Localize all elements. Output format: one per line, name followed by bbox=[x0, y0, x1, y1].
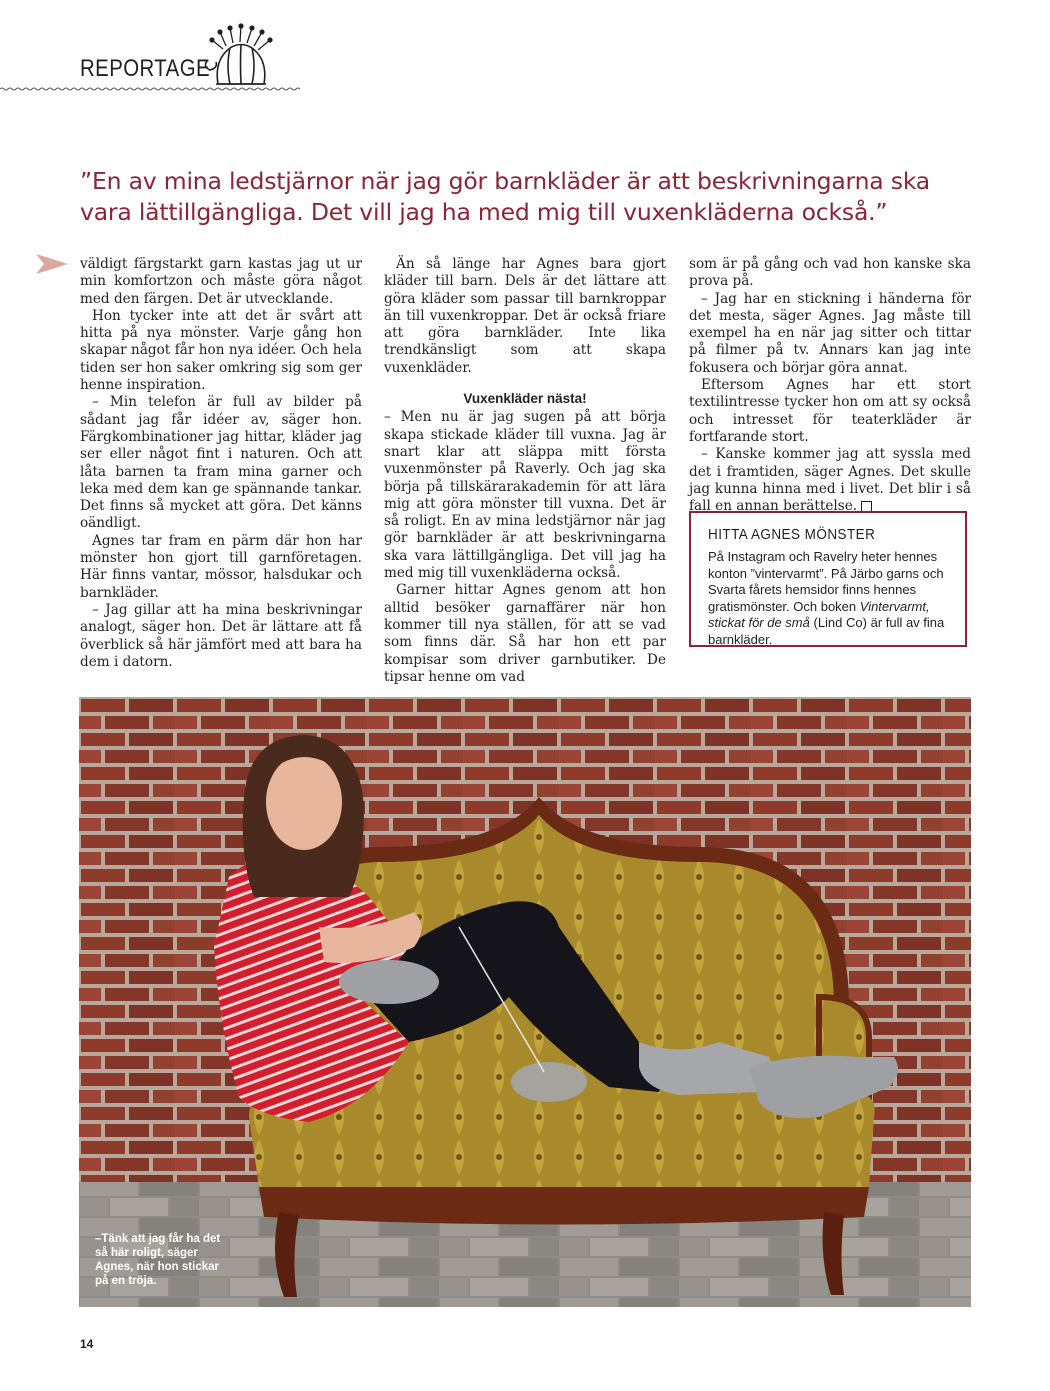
paragraph bbox=[689, 446, 971, 515]
paragraph: Agnes tar fram en pärm där hon har mönster hon gjort till garnföretagen. Här finns vantar, mössor, halsdukar och barnkläder. bbox=[80, 532, 362, 601]
article-column-2 bbox=[384, 256, 666, 686]
paragraph: som är på gång och vad hon kanske ska prova på. bbox=[689, 256, 971, 290]
subheading: Vuxenkläder nästa! bbox=[463, 391, 587, 407]
info-box-text: På Instagram och Ravelry heter hennes konton ”vintervarmt”. På Järbo garns och Svarta fårets hemsidor finns hennes gratismönster. Och boken bbox=[708, 549, 944, 614]
info-box-body bbox=[708, 549, 951, 648]
stitch-divider bbox=[0, 87, 300, 91]
pull-quote: ”En av mina ledstjärnor när jag gör barnkläder är att beskrivningarna ska vara lättillgängliga. Det vill jag ha med mig till vuxenkläderna också.” bbox=[80, 167, 931, 226]
paragraph: Eftersom Agnes har ett stort textilintresse tycker hon om att sy också och intresset för teaterkläder är fortfarande stort. bbox=[689, 377, 971, 445]
continuation-arrow-icon bbox=[36, 254, 68, 274]
book-title: Vintervarmt, stickat för de små bbox=[708, 598, 930, 630]
info-box bbox=[689, 511, 967, 647]
article-column-1 bbox=[80, 256, 362, 671]
paragraph: – Jag har en stickning i händerna för det mesta, säger Agnes. Jag måste till exempel ha en när jag sitter och tittar på filmer på tv. Annars kan jag inte fokusera och börjar göra annat. bbox=[689, 290, 971, 376]
paragraph-text: – Kanske kommer jag att syssla med det i framtiden, säger Agnes. Det skulle jag kunna hinna med i livet. Det blir i så fall en annan berättelse. bbox=[689, 446, 971, 515]
section-label: REPORTAGE bbox=[80, 55, 211, 82]
paragraph: – Min telefon är full av bilder på sådant jag får idéer av, säger hon. Färgkombinationer jag hittar, kläder jag ser eller något fint i naturen. Och att låta barnen ta fram mina garner och leka med dem kan ge spännande tankar. Det finns så mycket att göra. Det känns oändligt. bbox=[80, 394, 362, 532]
info-box-text: (Lind Co) är full av fina barnkläder. bbox=[708, 615, 945, 647]
pincushion-icon bbox=[200, 22, 282, 90]
paragraph: Hon tycker inte att det är svårt att hitta på nya mönster. Varje gång hon skapar något får hon nya idéer. Och hela tiden ser hon saker omkring sig som ger henne inspiration. bbox=[80, 307, 362, 394]
paragraph: – Men nu är jag sugen på att börja skapa stickade kläder till vuxna. Jag är snart klar att släppa mitt första vuxenmönster på Raverly. Och jag ska börja på tillskärarakademin för att lära mig att göra mönster till vuxna. Det är så roligt. En av mina ledstjärnor när jag gör barnkläder är att beskrivningarna ska vara lättillgängliga. Det vill jag ha med mig till vuxenkläderna också. bbox=[384, 409, 666, 582]
paragraph: Än så länge har Agnes bara gjort kläder till barn. Dels är det lättare att göra kläder som passar till barnkroppar än till vuxenkroppar. Det är också friare att göra barnkläder. Inte lika trendkänsligt som att skapa vuxenkläder. bbox=[384, 256, 666, 376]
info-box-title: HITTA AGNES MÖNSTER bbox=[708, 526, 876, 543]
photo-agnes-knitting-on-sofa bbox=[79, 697, 971, 1307]
article-column-3 bbox=[689, 256, 971, 515]
paragraph: Garner hittar Agnes genom att hon alltid besöker garnaffärer när hon kommer till nya ställen, för att se vad som finns där. Så har hon ett par kompisar som driver garnbutiker. De tipsar henne om vad bbox=[384, 582, 666, 685]
paragraph: väldigt färgstarkt garn kastas jag ut ur min komfortzon och måste göra något med den färgen. Det är utvecklande. bbox=[80, 256, 362, 307]
page-number: 14 bbox=[80, 1337, 94, 1351]
photo-caption: –Tänk att jag får ha det så här roligt, säger Agnes, när hon stickar på en tröja. bbox=[95, 1233, 221, 1287]
paragraph: – Jag gillar att ha mina beskrivningar analogt, säger hon. Det är lättare att få överblick så här jämfört med att bara ha dem i datorn. bbox=[80, 601, 362, 670]
